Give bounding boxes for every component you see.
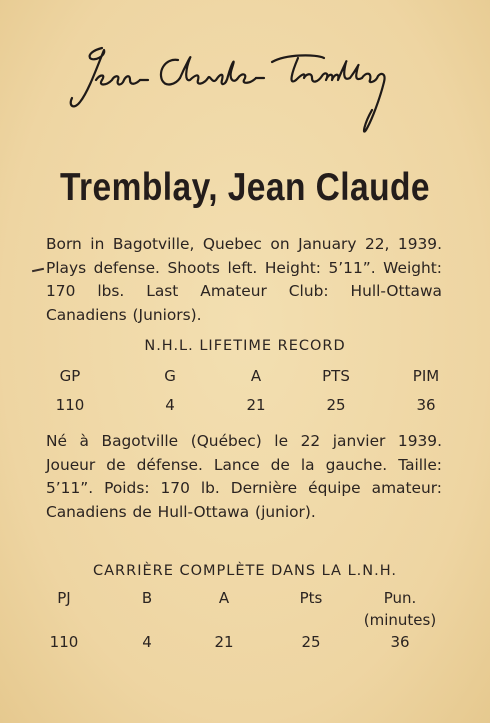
bio-french: Né à Bagotville (Québec) le 22 janvier 1939. Joueur de défense. Lance de la gauche. Taille: 5’11”. Poids: 170 lb. Dernière équipe amateur: Canadiens de Hull-Ottawa (junior). (46, 432, 442, 521)
stat-header-a-fr: A (218, 589, 230, 607)
stat-header-gp: GP (59, 367, 81, 385)
stat-value-pts-fr: 25 (301, 633, 321, 651)
stat-value-b: 4 (142, 633, 152, 651)
stat-value-pts: 25 (326, 396, 346, 414)
stat-header-pj: PJ (57, 589, 71, 607)
stat-value-a-fr: 21 (214, 633, 234, 651)
stat-header-pim: PIM (412, 367, 440, 385)
ink-mark (32, 268, 44, 272)
stat-header-pun: Pun. (383, 589, 417, 607)
stat-value-pj: 110 (49, 633, 79, 651)
stat-header-minutes: (minutes) (363, 611, 437, 629)
record-title-french: CARRIÈRE COMPLÈTE DANS LA L.N.H. (93, 563, 397, 579)
player-name: Tremblay, Jean Claude (59, 166, 431, 209)
stat-value-g: 4 (165, 396, 175, 414)
record-title-english: N.H.L. LIFETIME RECORD (144, 338, 346, 354)
stat-value-pun: 36 (390, 633, 410, 651)
stat-value-a: 21 (246, 396, 266, 414)
stat-header-b: B (141, 589, 153, 607)
stat-value-gp: 110 (55, 396, 85, 414)
stat-header-pts-fr: Pts (299, 589, 323, 607)
stat-header-pts: PTS (322, 367, 350, 385)
autograph-signature (66, 40, 426, 140)
stat-header-a: A (250, 367, 262, 385)
bio-english: Born in Bagotville, Quebec on January 22, 1939. Plays defense. Shoots left. Height: 5’11”. Weight: 170 lbs. Last Amateur Club: Hull-Ottawa Canadiens (Juniors). (46, 235, 442, 324)
stat-value-pim: 36 (416, 396, 436, 414)
stat-header-g: G (164, 367, 176, 385)
